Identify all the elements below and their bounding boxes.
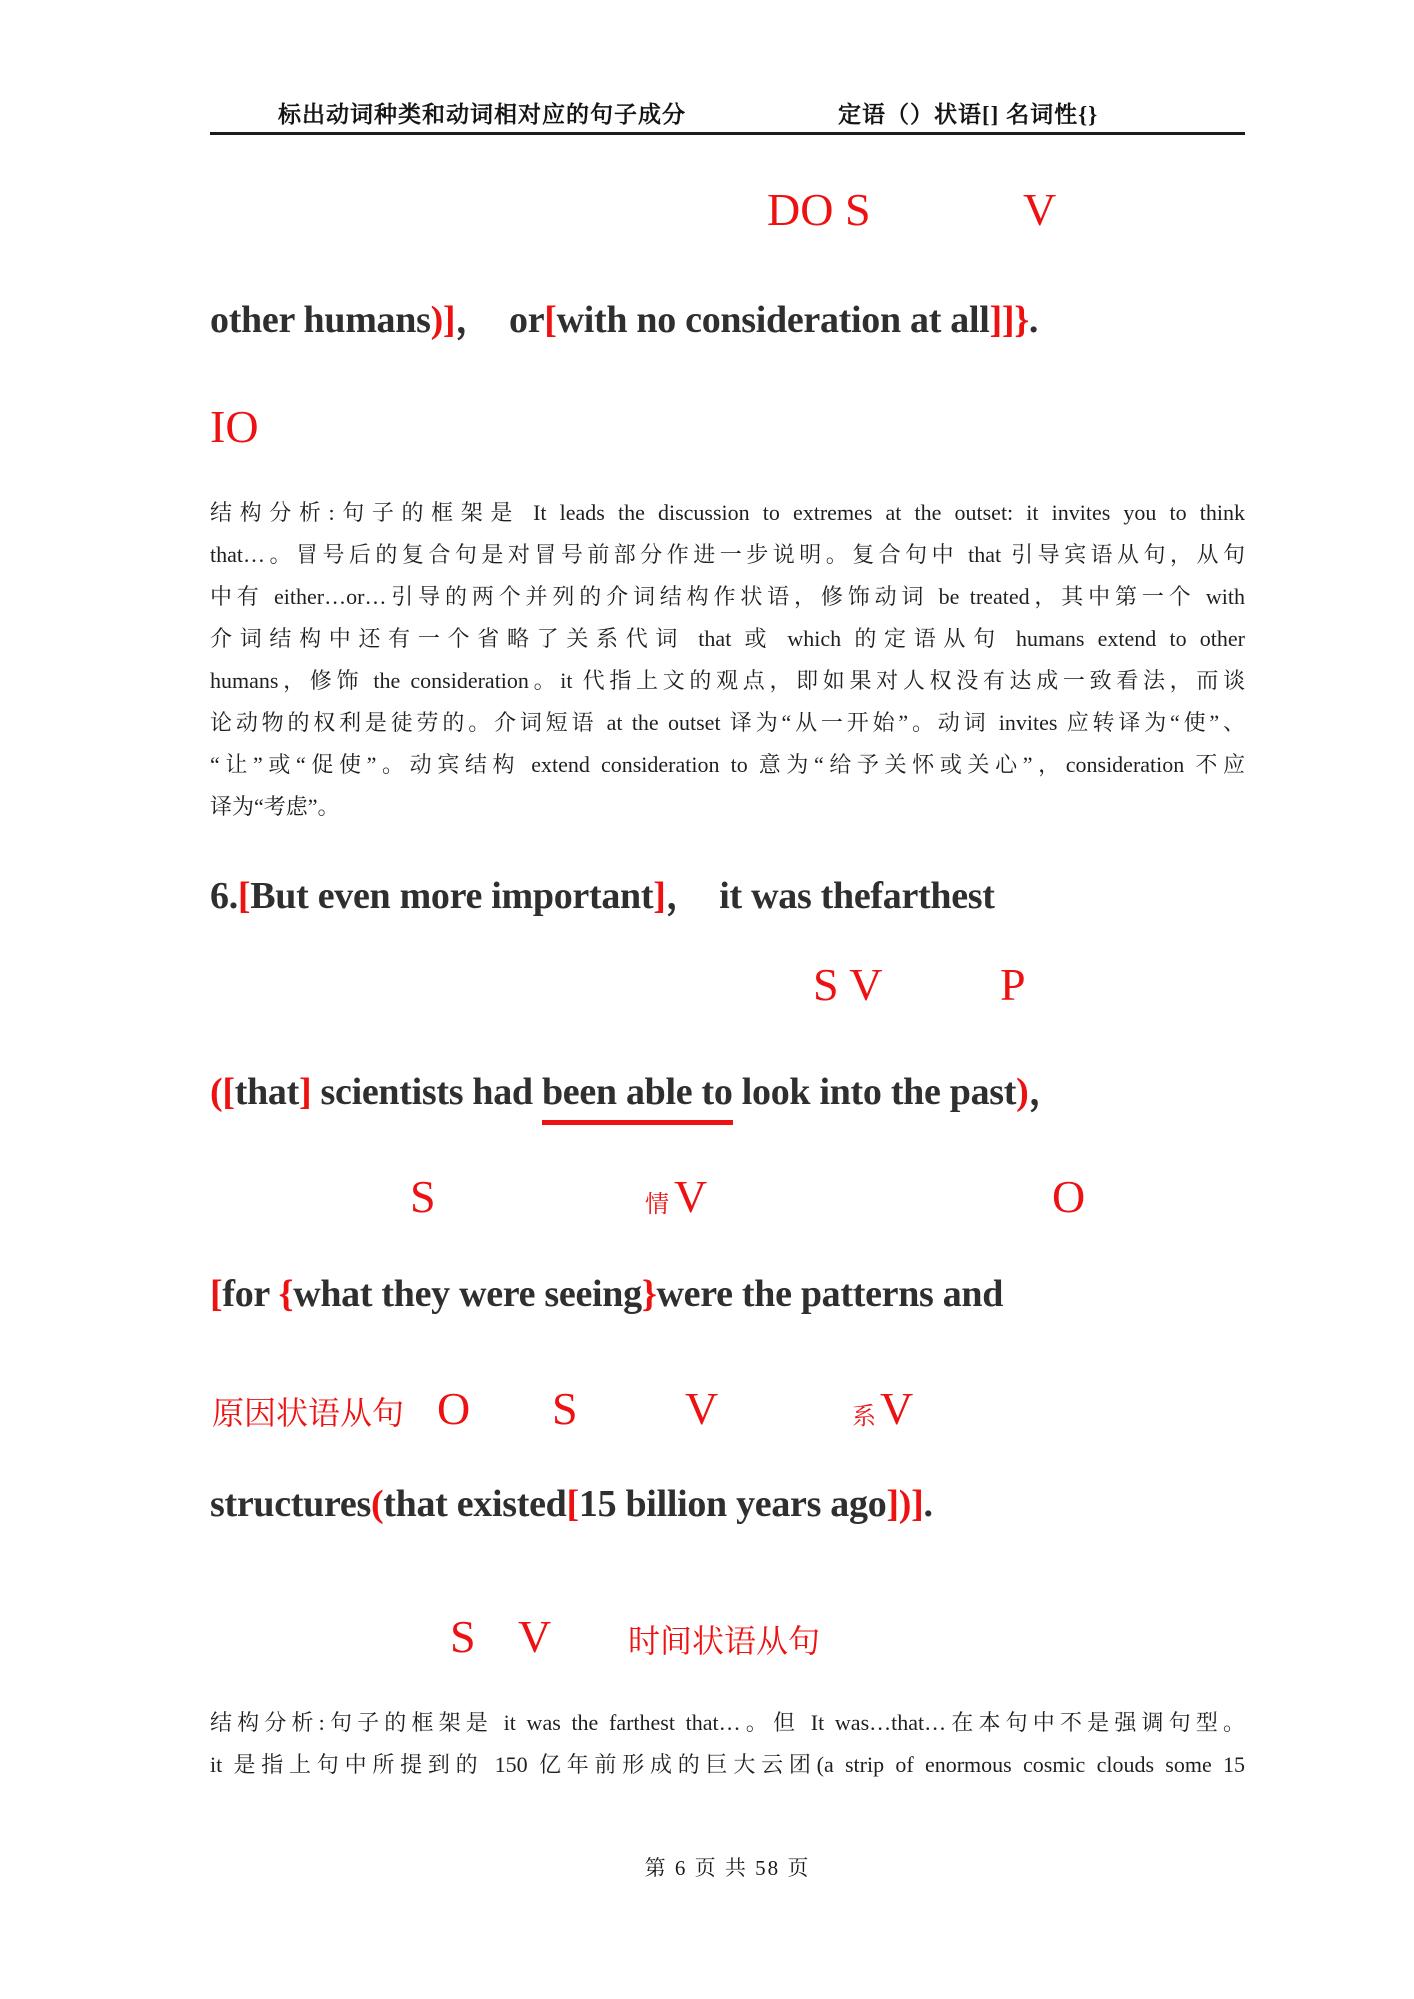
sentence-fragment-1 — [210, 288, 1038, 343]
header-rule — [210, 132, 1245, 135]
header-left-text: 标出动词种类和动词相对应的句子成分 — [278, 102, 686, 127]
red-brackets: ])] — [886, 1483, 924, 1525]
comma: ， — [1028, 1071, 1067, 1113]
red-bracket: ] — [653, 875, 666, 917]
page-number: 第 6 页 共 58 页 — [644, 1856, 811, 1880]
period: . — [923, 1483, 933, 1525]
section-6-heading — [210, 864, 995, 919]
sentence-text: what they were seeing — [293, 1273, 642, 1315]
paragraph-line: 论动物的权利是徒劳的。介词短语 at the outset 译为“从一开始”。动词 invites 应转译为“使”、 — [210, 710, 1245, 735]
period: . — [1028, 299, 1039, 341]
comma: ， — [455, 299, 493, 341]
sentence-text: 15 billion years ago — [578, 1483, 887, 1525]
annotation-row-s-qing-v-o — [0, 1172, 1414, 1236]
sentence-text: for — [222, 1273, 279, 1315]
red-bracket: [ — [210, 1273, 223, 1315]
structure-analysis-paragraph-2 — [210, 1702, 1245, 1786]
label-v: V — [880, 1383, 914, 1434]
paragraph-line: 结构分析:句子的框架是 It leads the discussion to extremes at the outset: it invites you to think — [210, 500, 1245, 525]
sentence-text: But even more important — [250, 875, 654, 917]
label-v: V — [518, 1611, 552, 1662]
paragraph-line: 译为“考虑”。 — [210, 794, 340, 819]
label-time-clause: 时间状语从句 — [628, 1623, 821, 1659]
paragraph-line: 中有 either…or…引导的两个并列的介词结构作状语，修饰动词 be treated，其中第一个 with — [210, 584, 1245, 609]
label-o: O — [437, 1383, 471, 1434]
label-io: IO — [210, 401, 259, 452]
annotation-row-do-s-v — [0, 185, 1414, 249]
sentence-text: or — [509, 299, 545, 341]
sentence-text: were the patterns and — [656, 1273, 1004, 1315]
red-paren: ) — [1016, 1071, 1029, 1113]
red-brackets: )] — [430, 299, 456, 341]
red-brace: } — [641, 1273, 657, 1315]
sentence-fragment-2 — [210, 1060, 1066, 1115]
red-bracket: [ — [222, 1071, 235, 1113]
comma: ， — [665, 875, 704, 917]
red-bracket: [ — [237, 875, 251, 917]
label-p: P — [1000, 959, 1026, 1010]
label-v: V — [685, 1383, 719, 1434]
sentence-fragment-4 — [210, 1482, 933, 1526]
red-brace: { — [278, 1273, 294, 1315]
paragraph-line: 介词结构中还有一个省略了关系代词 that 或 which 的定语从句 humans extend to other — [210, 626, 1245, 651]
label-xi: 系 — [852, 1404, 876, 1430]
sentence-text: other humans — [210, 299, 431, 341]
label-s-v: S V — [813, 959, 883, 1010]
annotation-row-sv-p — [0, 960, 1414, 1024]
paragraph-line: 结构分析:句子的框架是 it was the farthest that…。但 It was…that…在本句中不是强调句型。 — [210, 1710, 1245, 1735]
sentence-text: that — [234, 1071, 299, 1113]
sentence-text: that existed — [383, 1483, 567, 1525]
label-v: V — [1023, 184, 1057, 235]
label-cause-clause: 原因状语从句 — [212, 1395, 405, 1431]
red-paren: ( — [370, 1483, 384, 1525]
paragraph-line: humans，修饰 the consideration。it 代指上文的观点，即如果对人权没有达成一致看法，而谈 — [210, 668, 1245, 693]
red-paren: ( — [210, 1071, 223, 1113]
sentence-text: it was thefarthest — [719, 875, 995, 917]
label-qing: 情 — [645, 1192, 669, 1218]
red-bracket: [ — [566, 1483, 579, 1525]
annotation-row-cause-clause — [0, 1384, 1414, 1448]
paragraph-line: “让”或“促使”。动宾结构 extend consideration to 意为“给予关怀或关心”，consideration 不应 — [210, 752, 1245, 777]
underlined-text: been able to — [542, 1071, 733, 1125]
label-s: S — [450, 1611, 476, 1662]
section-number: 6. — [210, 875, 238, 917]
label-v: V — [674, 1171, 708, 1222]
label-s: S — [410, 1171, 436, 1222]
annotation-row-io — [0, 402, 1414, 466]
label-s: S — [552, 1383, 578, 1434]
sentence-fragment-3 — [210, 1272, 1003, 1316]
annotation-row-time-clause — [0, 1612, 1414, 1676]
paragraph-line: it 是指上句中所提到的 150 亿年前形成的巨大云团(a strip of enormous cosmic clouds some 15 — [210, 1752, 1245, 1777]
red-brackets: ]]} — [989, 299, 1029, 341]
structure-analysis-paragraph-1 — [210, 492, 1245, 828]
sentence-text: with no consideration at all — [556, 299, 990, 341]
label-do-s: DO S — [767, 184, 871, 235]
sentence-text: scientists had — [311, 1071, 542, 1113]
sentence-text: structures — [210, 1483, 371, 1525]
header-right-text: 定语（）状语[] 名词性{} — [838, 102, 1099, 127]
red-bracket: ] — [298, 1071, 312, 1113]
red-bracket: [ — [544, 299, 557, 341]
paragraph-line: that…。冒号后的复合句是对冒号前部分作进一步说明。复合句中 that 引导宾语从句，从句 — [210, 542, 1245, 567]
sentence-text: look into the past — [732, 1071, 1017, 1113]
label-o: O — [1052, 1171, 1086, 1222]
